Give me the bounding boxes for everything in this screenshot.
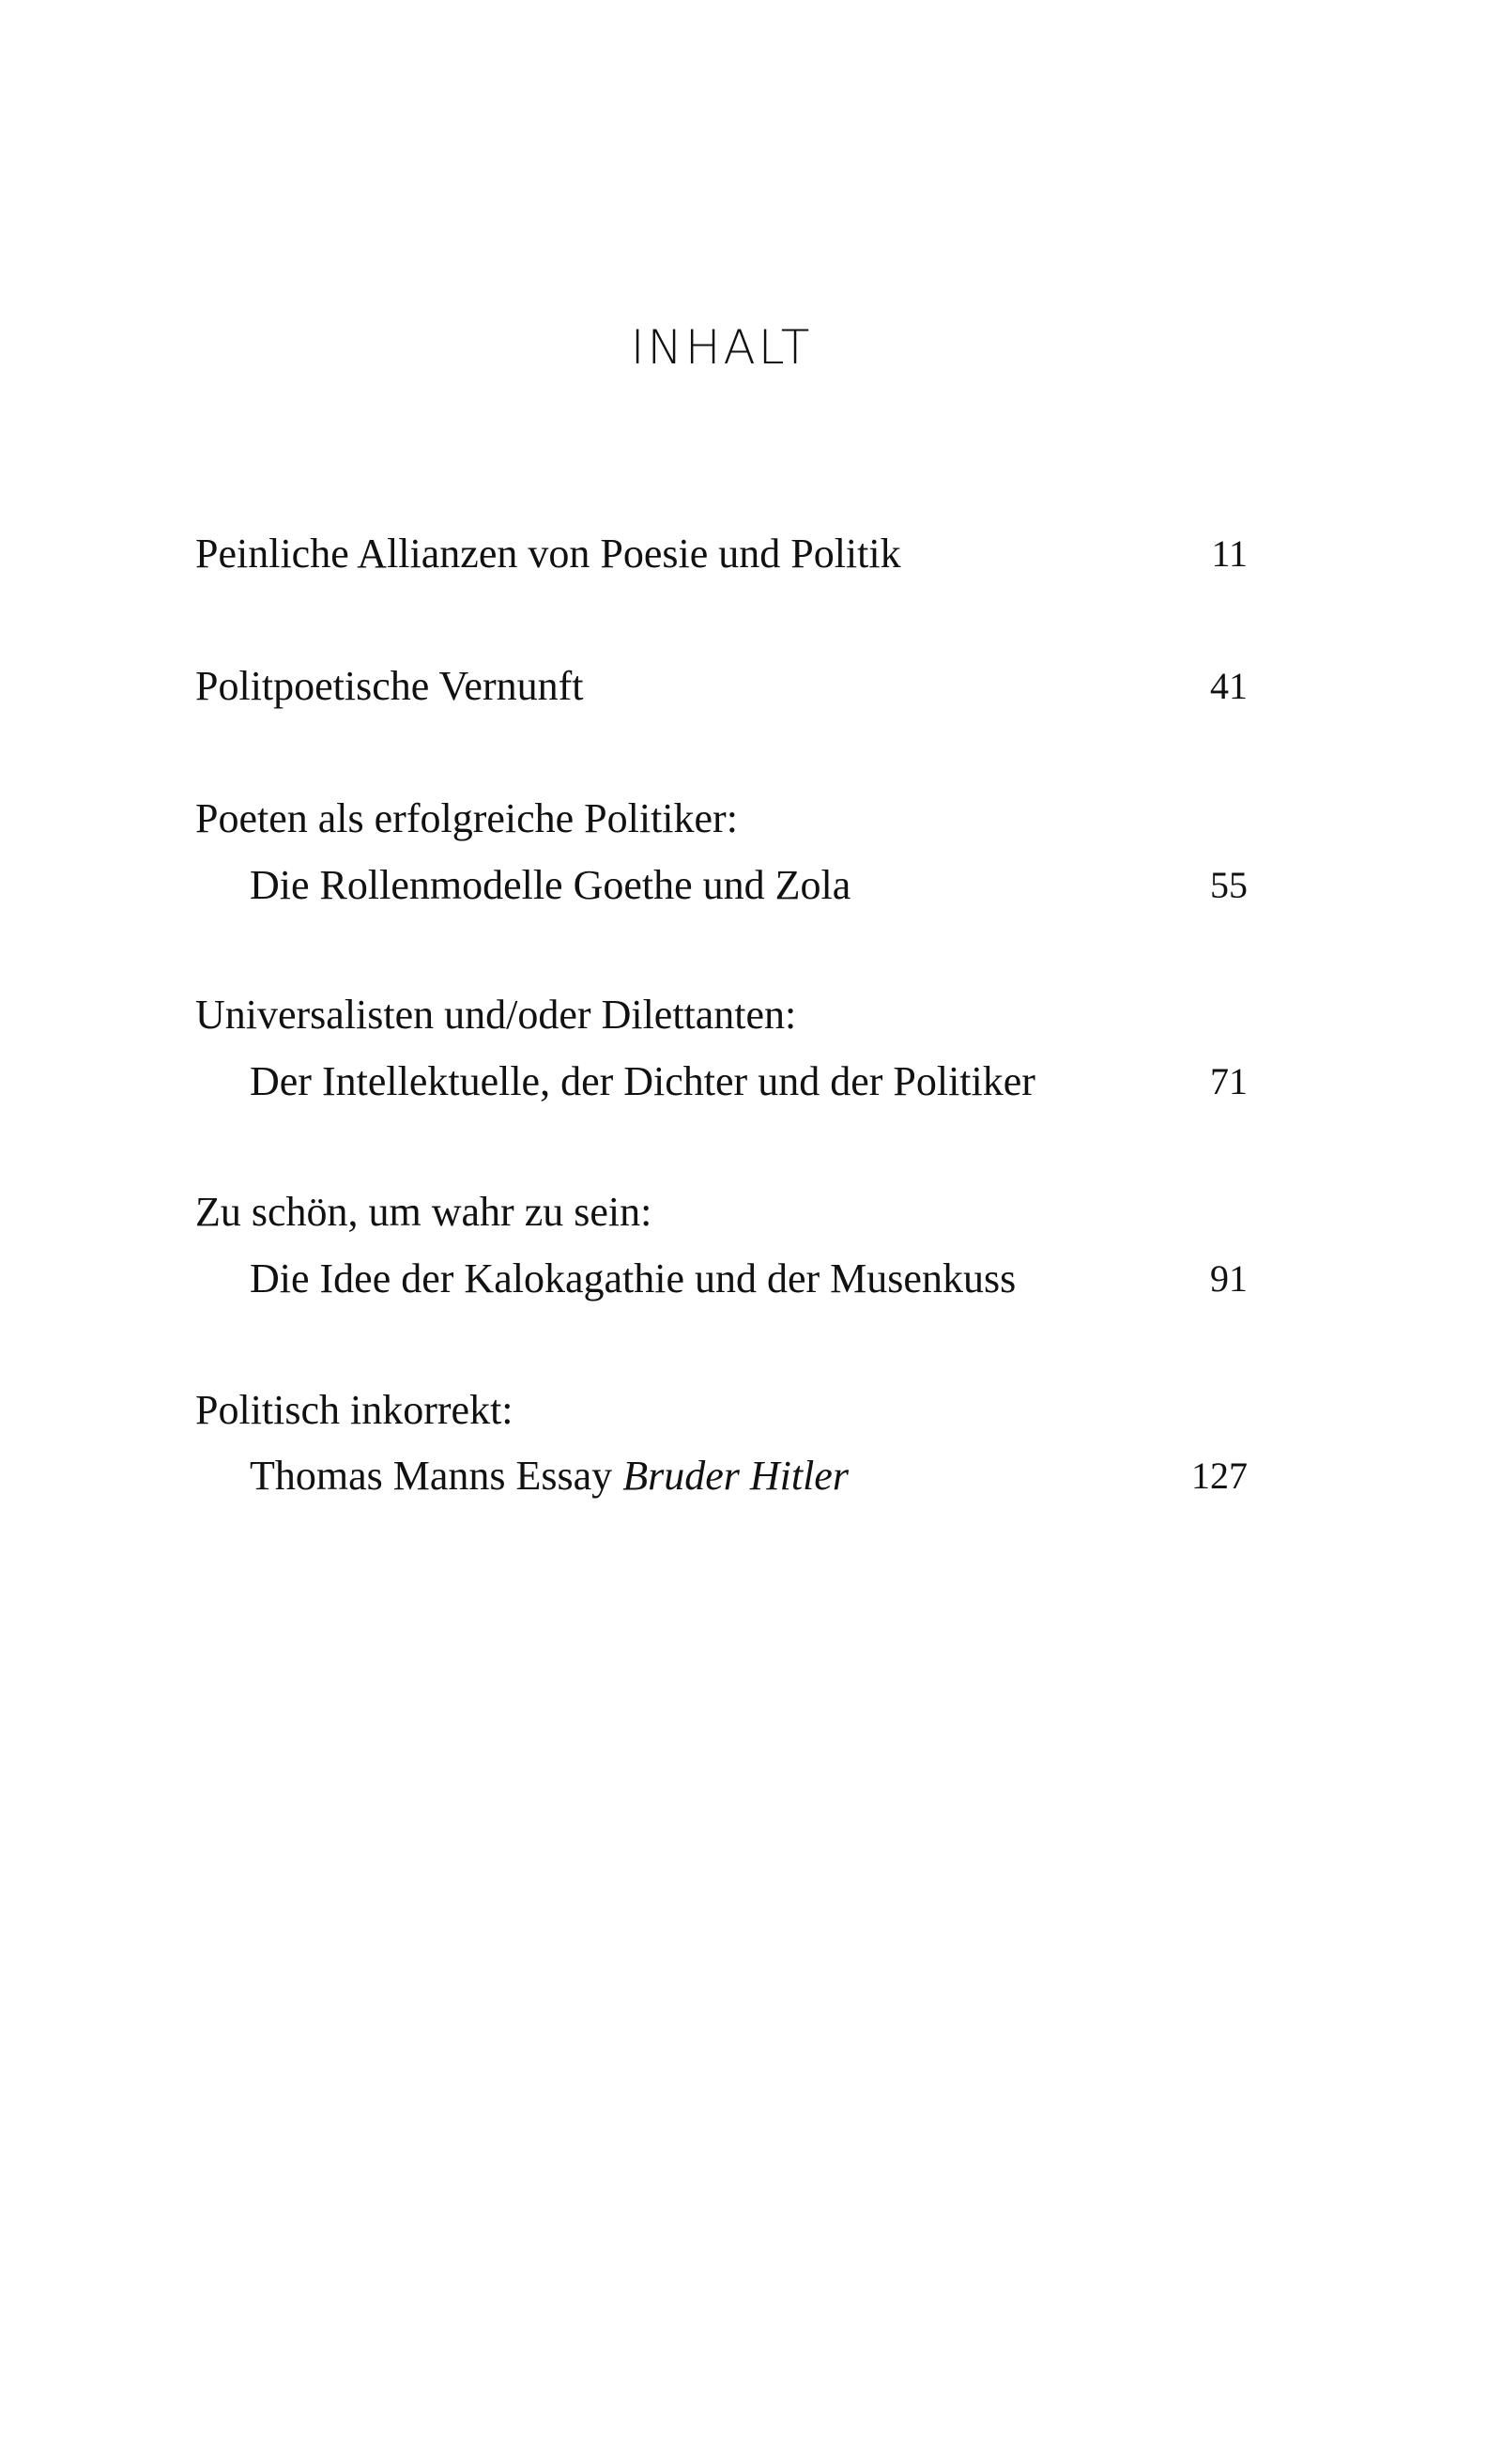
toc-entry-subtitle: Die Idee der Kalokagathie und der Musenkuss bbox=[250, 1255, 1017, 1301]
toc-entry-title: Zu schön, um wahr zu sein: bbox=[195, 1189, 652, 1235]
toc-entry-line bbox=[195, 987, 1248, 1043]
toc-page-number: 11 bbox=[1211, 532, 1248, 575]
toc-entry-subline bbox=[195, 857, 1248, 914]
toc-entry-line bbox=[195, 791, 1248, 847]
toc-entry-subtitle: Die Rollenmodelle Goethe und Zola bbox=[250, 862, 851, 908]
toc-page-number: 127 bbox=[1191, 1455, 1248, 1497]
toc-page-number: 91 bbox=[1210, 1257, 1248, 1300]
toc-page-number: 71 bbox=[1210, 1060, 1248, 1102]
toc-entry-title: Peinliche Allianzen von Poesie und Politik bbox=[195, 531, 901, 577]
toc-entry-line bbox=[195, 1184, 1248, 1240]
toc-entry-subtitle-wrap bbox=[250, 1448, 849, 1504]
toc-entry-subtitle: Der Intellektuelle, der Dichter und der Politiker bbox=[250, 1058, 1035, 1104]
toc-entry-line bbox=[195, 526, 1248, 582]
toc-entry-line bbox=[195, 1382, 1248, 1439]
toc-entry-title: Universalisten und/oder Dilettanten: bbox=[195, 992, 797, 1038]
page-title: INHALT bbox=[630, 320, 813, 375]
toc-entry-subline bbox=[195, 1054, 1248, 1110]
toc-entry-title: Poeten als erfolgreiche Politiker: bbox=[195, 795, 738, 841]
toc-entry-line bbox=[195, 658, 1248, 715]
toc-page-number: 55 bbox=[1210, 864, 1248, 906]
toc-entry-subtitle: Thomas Manns Essay bbox=[250, 1453, 613, 1499]
toc-entry-subtitle-italic: Bruder Hitler bbox=[622, 1453, 849, 1499]
toc-page-number: 41 bbox=[1210, 665, 1248, 707]
toc-entry-subline bbox=[195, 1251, 1248, 1307]
toc-entry-title: Politpoetische Vernunft bbox=[195, 663, 584, 709]
toc-entry-subline bbox=[195, 1448, 1248, 1504]
toc-entry-title: Politisch inkorrekt: bbox=[195, 1387, 513, 1433]
